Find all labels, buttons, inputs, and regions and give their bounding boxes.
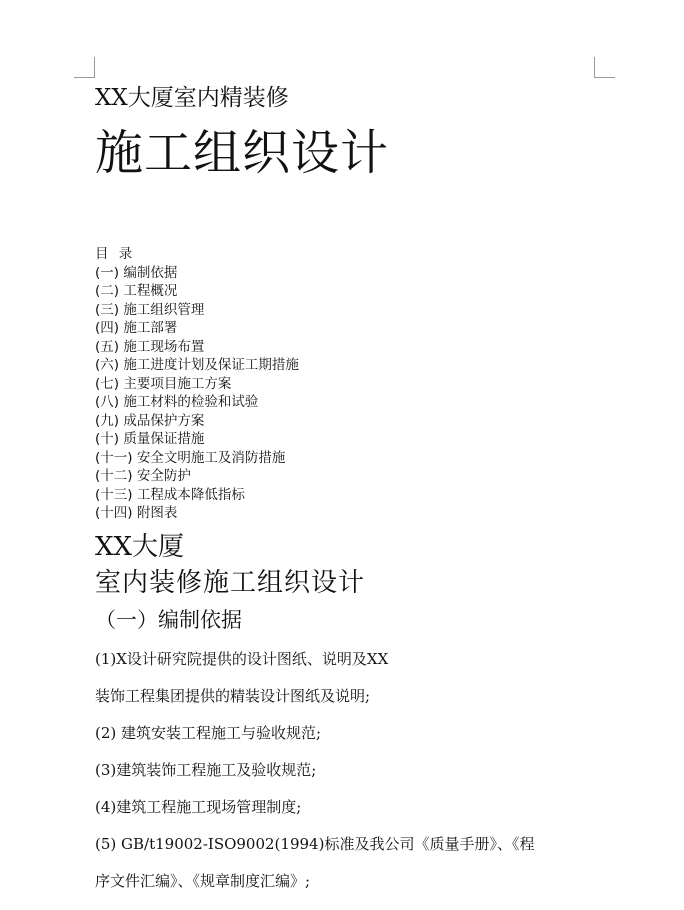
page-corner-mark-top-left: [74, 57, 95, 78]
body-line: (3)建筑装饰工程施工及验收规范;: [95, 761, 317, 779]
section-heading-compile-basis: （一）编制依据: [95, 608, 242, 632]
toc-item: (十三) 工程成本降低指标: [95, 486, 245, 503]
document-title: 施工组织设计: [95, 125, 390, 181]
toc-item: (十) 质量保证措施: [95, 431, 205, 447]
body-line: (5) GB/t19002-ISO9002(1994)标准及我公司《质量手册》、《程: [95, 835, 535, 853]
toc-item: (八) 施工材料的检验和试验: [95, 394, 259, 410]
toc-item: (十二) 安全防护: [95, 468, 191, 484]
page-corner-mark-top-right: [594, 57, 615, 78]
toc-item: (十一) 安全文明施工及消防措施: [95, 449, 286, 466]
document-subtitle: XX大厦室内精装修: [95, 85, 289, 111]
main-title-line-2: 室内装修施工组织设计: [95, 568, 366, 598]
table-of-contents: [95, 245, 299, 523]
toc-item: (二) 工程概况: [95, 283, 178, 299]
body-line: (4)建筑工程施工现场管理制度;: [95, 798, 302, 816]
toc-item: (五) 施工现场布置: [95, 338, 205, 355]
toc-item: (四) 施工部署: [95, 320, 178, 336]
toc-item: (九) 成品保护方案: [95, 412, 205, 429]
toc-heading: 目 录: [95, 246, 136, 262]
body-line: (1)X设计研究院提供的设计图纸、说明及XX: [95, 650, 389, 668]
toc-item: (十四) 附图表: [95, 505, 178, 521]
body-line: 装饰工程集团提供的精装设计图纸及说明;: [95, 687, 371, 705]
body-line: (2) 建筑安装工程施工与验收规范;: [95, 724, 322, 742]
body-text: [95, 648, 585, 907]
toc-item: (六) 施工进度计划及保证工期措施: [95, 357, 299, 373]
toc-item: (一) 编制依据: [95, 264, 178, 281]
body-line: 序文件汇编》、《规章制度汇编》;: [95, 872, 311, 890]
toc-item: (三) 施工组织管理: [95, 301, 205, 318]
main-title-line-1: XX大厦: [95, 532, 185, 562]
toc-item: (七) 主要项目施工方案: [95, 375, 232, 392]
